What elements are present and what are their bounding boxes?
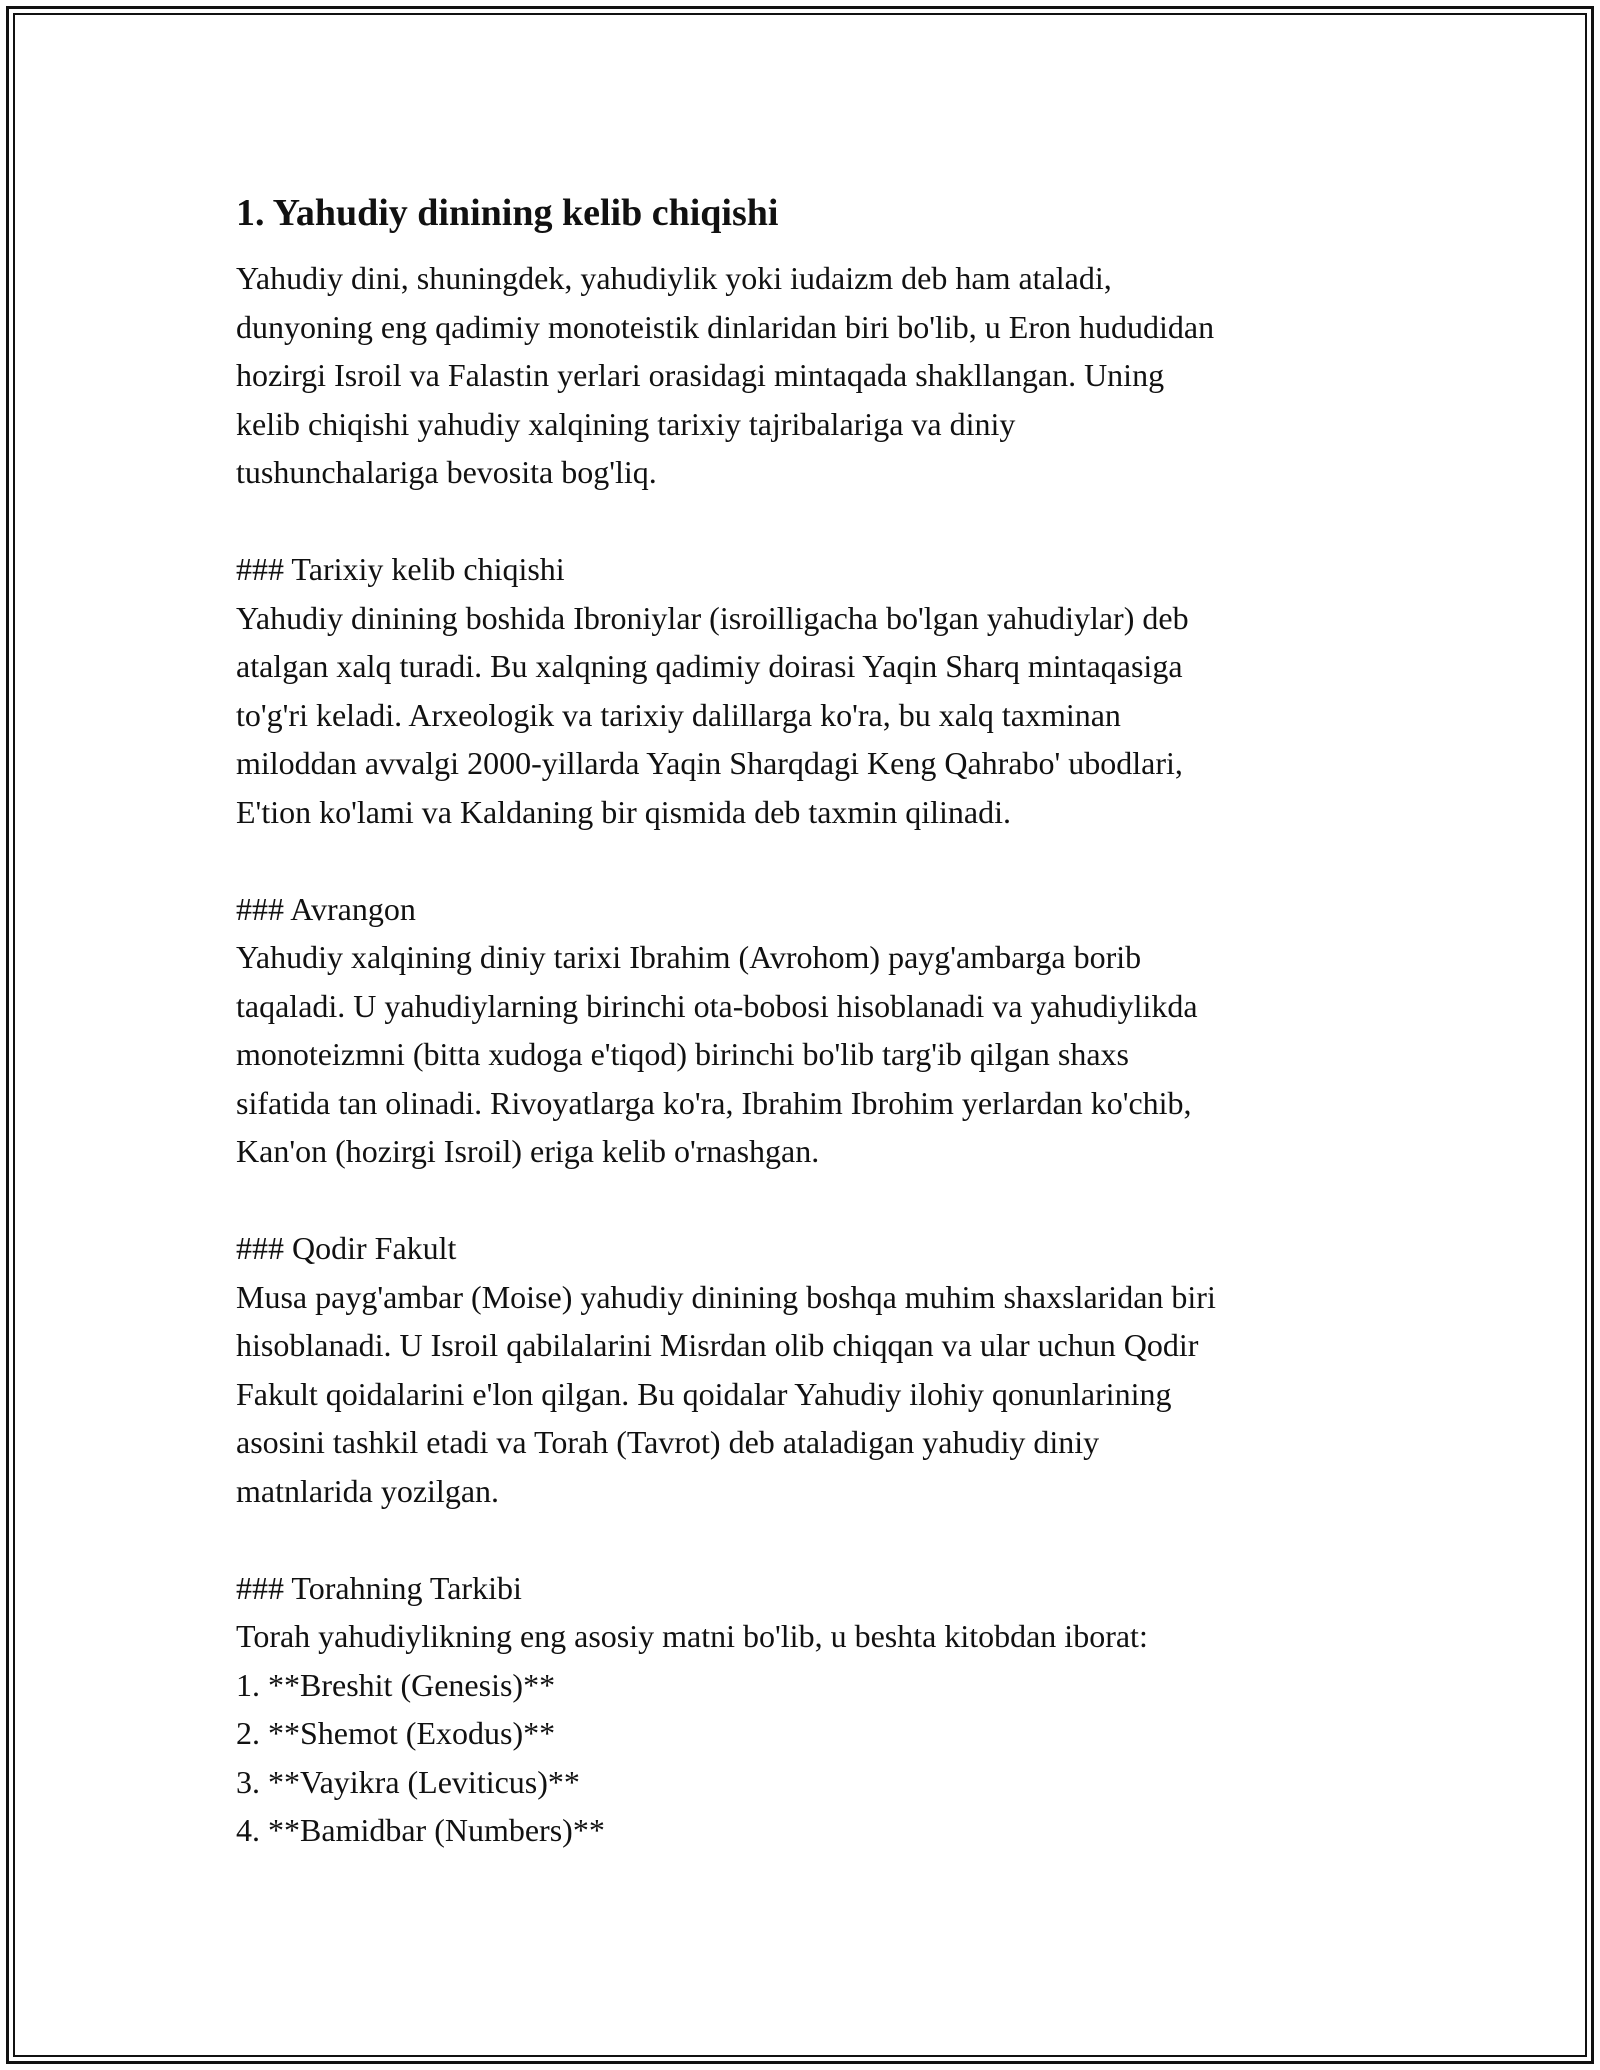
section-body: Torah yahudiylikning eng asosiy matni bo'lib, u beshta kitobdan iborat: — [236, 1618, 1148, 1654]
section-heading: ### Qodir Fakult — [236, 1230, 457, 1266]
page-title: 1. Yahudiy dinining kelib chiqishi — [236, 192, 779, 234]
section-heading: ### Tarixiy kelib chiqishi — [236, 551, 565, 587]
section-torah-contents — [236, 1564, 1376, 1855]
section-heading: ### Avrangon — [236, 890, 416, 927]
list-item: 2. **Shemot (Exodus)** — [236, 1715, 556, 1751]
list-item: 4. **Bamidbar (Numbers)** — [236, 1812, 605, 1848]
document-body — [236, 186, 1376, 1855]
list-item: 3. **Vayikra (Leviticus)** — [236, 1763, 580, 1800]
section-body: Yahudiy dinining boshida Ibroniylar (isroilligacha bo'lgan yahudiylar) deb atalgan xalq turadi. Bu xalqning qadimiy doirasi Yaqin Sharq mintaqasiga to'g'ri keladi. Arxeologik va tarixiy dalillarga ko'ra, bu xalq taxminan miloddan avvalgi 2000-yillarda Yaqin Sharqdagi Keng Qahrabo' ubodlari, E'tion ko'lami va Kaldaning bir qismida deb taxmin qilinadi. — [236, 599, 1189, 830]
section-body: Yahudiy xalqining diniy tarixi Ibrahim (Avrohom) payg'ambarga borib taqaladi. U yahudiylarning birinchi ota-bobosi hisoblanadi va yahudiylikda monoteizmni (bitta xudoga e'tiqod) birinchi bo'lib targ'ib qilgan shaxs sifatida tan olinadi. Rivoyatlarga ko'ra, Ibrahim Ibrohim yerlardan ko'chib, Kan'on (hozirgi Isroil) eriga kelib o'rnashgan. — [236, 939, 1198, 1169]
section-heading: ### Torahning Tarkibi — [236, 1569, 522, 1606]
section-historical-origin — [236, 545, 1376, 836]
spacer — [236, 1515, 1376, 1564]
section-avrangon — [236, 885, 1376, 1176]
list-item: 1. **Breshit (Genesis)** — [236, 1666, 556, 1703]
section-body: Musa payg'ambar (Moise) yahudiy dinining boshqa muhim shaxslaridan biri hisoblanadi. U Isroil qabilalarini Misrdan olib chiqqan va ular uchun Qodir Fakult qoidalarini e'lon qilgan. Bu qoidalar Yahudiy ilohiy qonunlarining asosini tashkil etadi va Torah (Tavrot) deb ataladigan yahudiy diniy matnlarida yozilgan. — [236, 1278, 1216, 1509]
spacer — [236, 497, 1376, 546]
intro-paragraph: Yahudiy dini, shuningdek, yahudiylik yoki iudaizm deb ham ataladi, dunyoning eng qadimiy monoteistik dinlaridan biri bo'lib, u Eron hududidan hozirgi Isroil va Falastin yerlari orasidagi mintaqada shakllangan. Uning kelib chiqishi yahudiy xalqining tarixiy tajribalariga va diniy tushunchalariga bevosita bog'liq. — [236, 260, 1215, 490]
spacer — [236, 1176, 1376, 1225]
section-qodir-fakult — [236, 1224, 1376, 1515]
spacer — [236, 836, 1376, 885]
